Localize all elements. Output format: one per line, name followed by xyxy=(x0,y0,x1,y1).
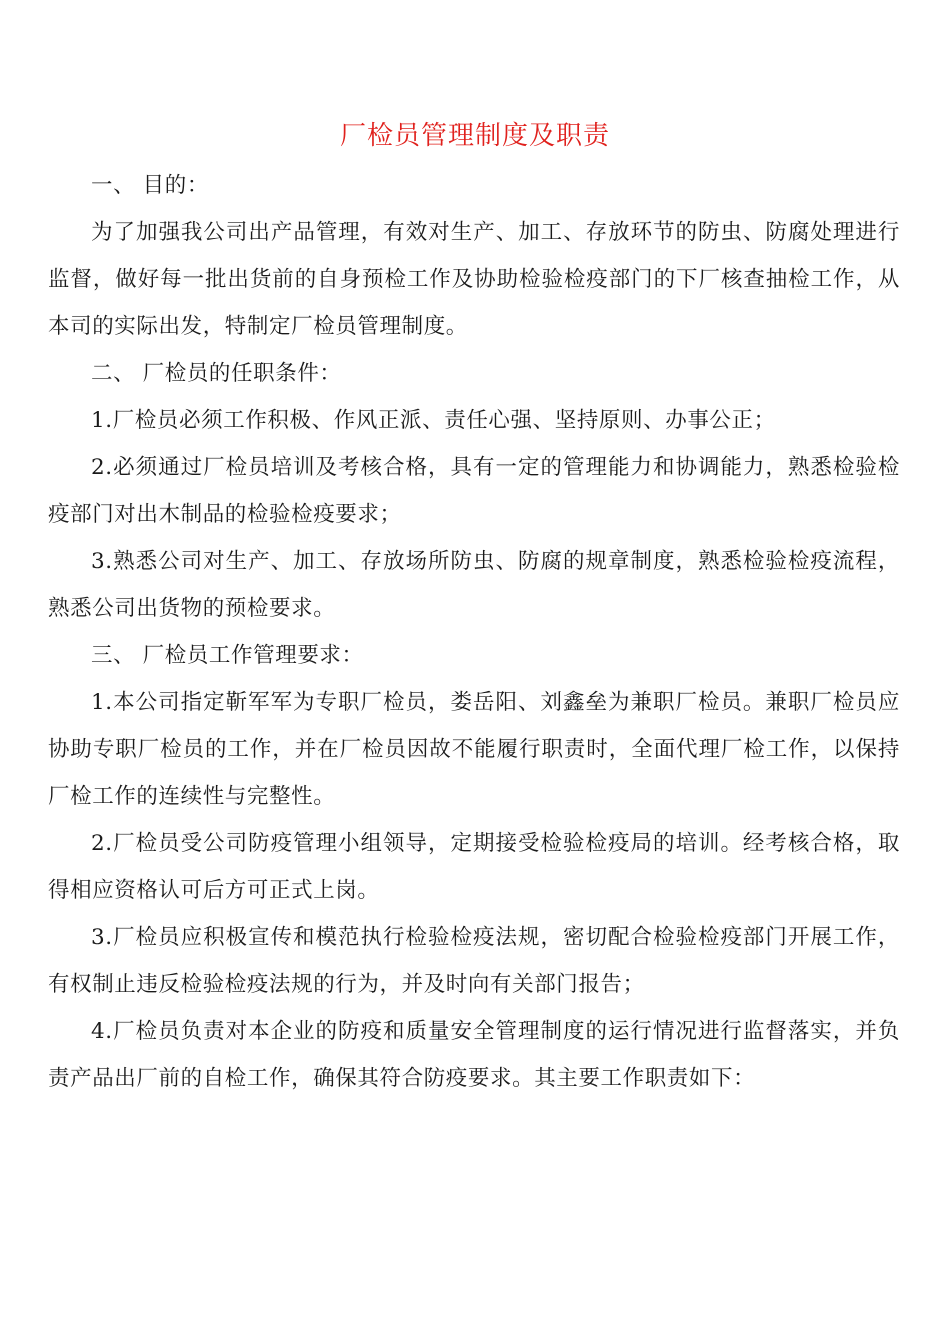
section-heading-qualifications: 二、 厂检员的任职条件： xyxy=(91,361,342,386)
paragraph: 1.本公司指定靳军军为专职厂检员，娄岳阳、刘鑫垒为兼职厂检员。兼职厂检员应协助专职厂检员的工作，并在厂检员因故不能履行职责时，全面代理厂检工作，以保持厂检工作的连续性与完整性。 xyxy=(48,690,900,809)
section-heading-requirements: 三、 厂检员工作管理要求： xyxy=(91,643,364,668)
section-heading-purpose: 一、 目的： xyxy=(91,173,209,198)
paragraph: 1.厂检员必须工作积极、作风正派、责任心强、坚持原则、办事公正； xyxy=(91,408,776,433)
paragraph: 2.必须通过厂检员培训及考核合格，具有一定的管理能力和协调能力，熟悉检验检疫部门对出木制品的检验检疫要求； xyxy=(48,455,900,527)
document-title: 厂检员管理制度及职责 xyxy=(339,121,610,151)
paragraph: 3.熟悉公司对生产、加工、存放场所防虫、防腐的规章制度，熟悉检验检疫流程，熟悉公司出货物的预检要求。 xyxy=(48,549,900,621)
paragraph: 3.厂检员应积极宣传和模范执行检验检疫法规，密切配合检验检疫部门开展工作，有权制止违反检验检疫法规的行为，并及时向有关部门报告； xyxy=(48,925,900,997)
paragraph: 4.厂检员负责对本企业的防疫和质量安全管理制度的运行情况进行监督落实，并负责产品出厂前的自检工作，确保其符合防疫要求。其主要工作职责如下： xyxy=(48,1019,900,1091)
paragraph: 2.厂检员受公司防疫管理小组领导，定期接受检验检疫局的培训。经考核合格，取得相应资格认可后方可正式上岗。 xyxy=(48,831,900,903)
paragraph: 为了加强我公司出产品管理，有效对生产、加工、存放环节的防虫、防腐处理进行监督，做好每一批出货前的自身预检工作及协助检验检疫部门的下厂核查抽检工作，从本司的实际出发，特制定厂检员管理制度。 xyxy=(48,220,900,339)
document-body xyxy=(48,162,900,1102)
